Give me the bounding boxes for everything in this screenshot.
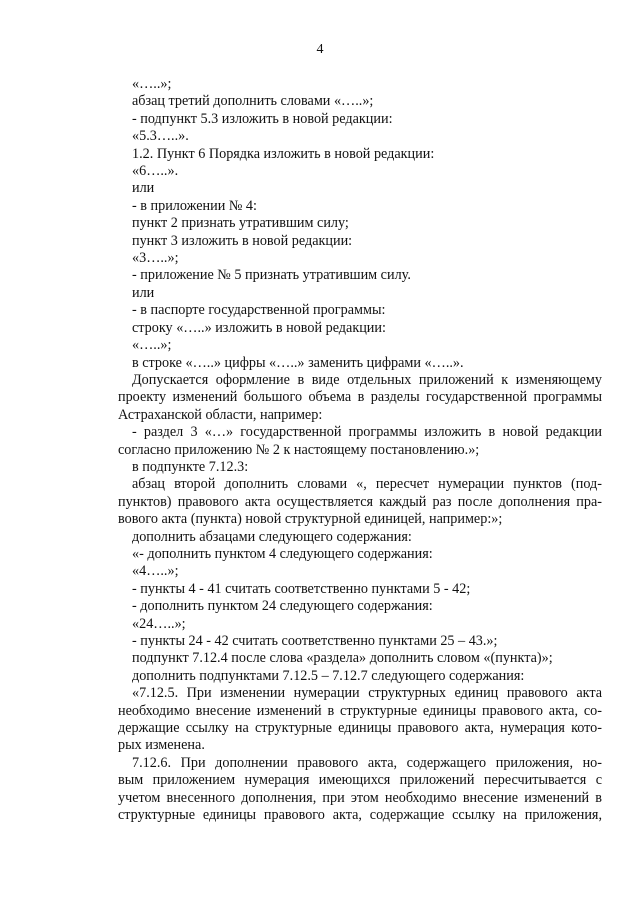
text-line: учетом внесенного дополнения, при этом необходимо внесение изменений в	[118, 789, 602, 806]
text-line: необходимо внесение изменений в структурные единицы правового акта, со-	[118, 702, 602, 719]
text-line: в подпункте 7.12.3:	[132, 458, 249, 475]
text-line: подпункт 7.12.4 после слова «раздела» дополнить словом «(пункта)»;	[132, 650, 553, 667]
text-line: «5.3…..».	[132, 128, 189, 145]
text-line: рых изменена.	[118, 737, 205, 754]
text-line: держащие ссылку на структурные единицы правового акта, нумерация кото-	[118, 720, 602, 737]
text-line: «7.12.5. При изменении нумерации структурных единиц правового акта	[132, 685, 602, 702]
text-line: дополнить абзацами следующего содержания:	[132, 528, 412, 545]
text-line: - в паспорте государственной программы:	[132, 302, 386, 319]
text-line: - в приложении № 4:	[132, 197, 257, 214]
text-line: проекту изменений большого объема в разделы государственной программы	[118, 389, 602, 406]
text-line: 1.2. Пункт 6 Порядка изложить в новой редакции:	[132, 145, 435, 162]
document-body	[118, 76, 602, 824]
text-line: «- дополнить пунктом 4 следующего содержания:	[132, 545, 433, 562]
text-line: пункт 2 признать утратившим силу;	[132, 215, 349, 232]
text-line: строку «…..» изложить в новой редакции:	[132, 319, 386, 336]
text-line: - подпункт 5.3 изложить в новой редакции:	[132, 110, 393, 127]
text-line: в строке «…..» цифры «…..» заменить цифрами «…..».	[132, 354, 464, 371]
text-line: «…..»;	[132, 76, 172, 92]
text-line: вового акта (пункта) новой структурной единицей, например:»;	[118, 511, 503, 528]
text-line: Астраханской области, например:	[118, 406, 323, 423]
text-line: пунктов) правового акта осуществляется каждый раз после дополнения пра-	[118, 493, 602, 510]
text-line: абзац второй дополнить словами «, пересчет нумерации пунктов (под-	[132, 476, 602, 493]
text-line: пункт 3 изложить в новой редакции:	[132, 232, 353, 249]
page-number: 4	[316, 42, 324, 57]
text-line: - дополнить пунктом 24 следующего содержания:	[132, 598, 433, 615]
text-line: «4…..»;	[132, 563, 179, 580]
text-line: структурные единицы правового акта, содержащие ссылку на приложения,	[118, 807, 602, 824]
text-line: - пункты 4 - 41 считать соответственно пунктами 5 - 42;	[132, 580, 471, 597]
text-line: - раздел 3 «…» государственной программы изложить в новой редакции	[132, 424, 602, 441]
text-line: - приложение № 5 признать утратившим силу.	[132, 267, 411, 284]
text-line: «3…..»;	[132, 250, 179, 267]
text-line: согласно приложению № 2 к настоящему постановлению.»;	[118, 441, 480, 458]
text-line: абзац третий дополнить словами «…..»;	[132, 93, 374, 110]
text-line: или	[132, 284, 155, 301]
text-line: «6…..».	[132, 163, 179, 180]
text-line: или	[132, 180, 155, 197]
text-line: дополнить подпунктами 7.12.5 – 7.12.7 следующего содержания:	[132, 667, 525, 684]
text-line: «24…..»;	[132, 615, 186, 632]
text-line: «…..»;	[132, 337, 172, 354]
text-line: вым приложением нумерация имеющихся приложений пересчитывается с	[118, 772, 602, 789]
text-line: 7.12.6. При дополнении правового акта, содержащего приложения, но-	[132, 754, 602, 771]
text-line: - пункты 24 - 42 считать соответственно пунктами 25 – 43.»;	[132, 633, 498, 649]
text-line: Допускается оформление в виде отдельных приложений к изменяющему	[132, 371, 602, 388]
